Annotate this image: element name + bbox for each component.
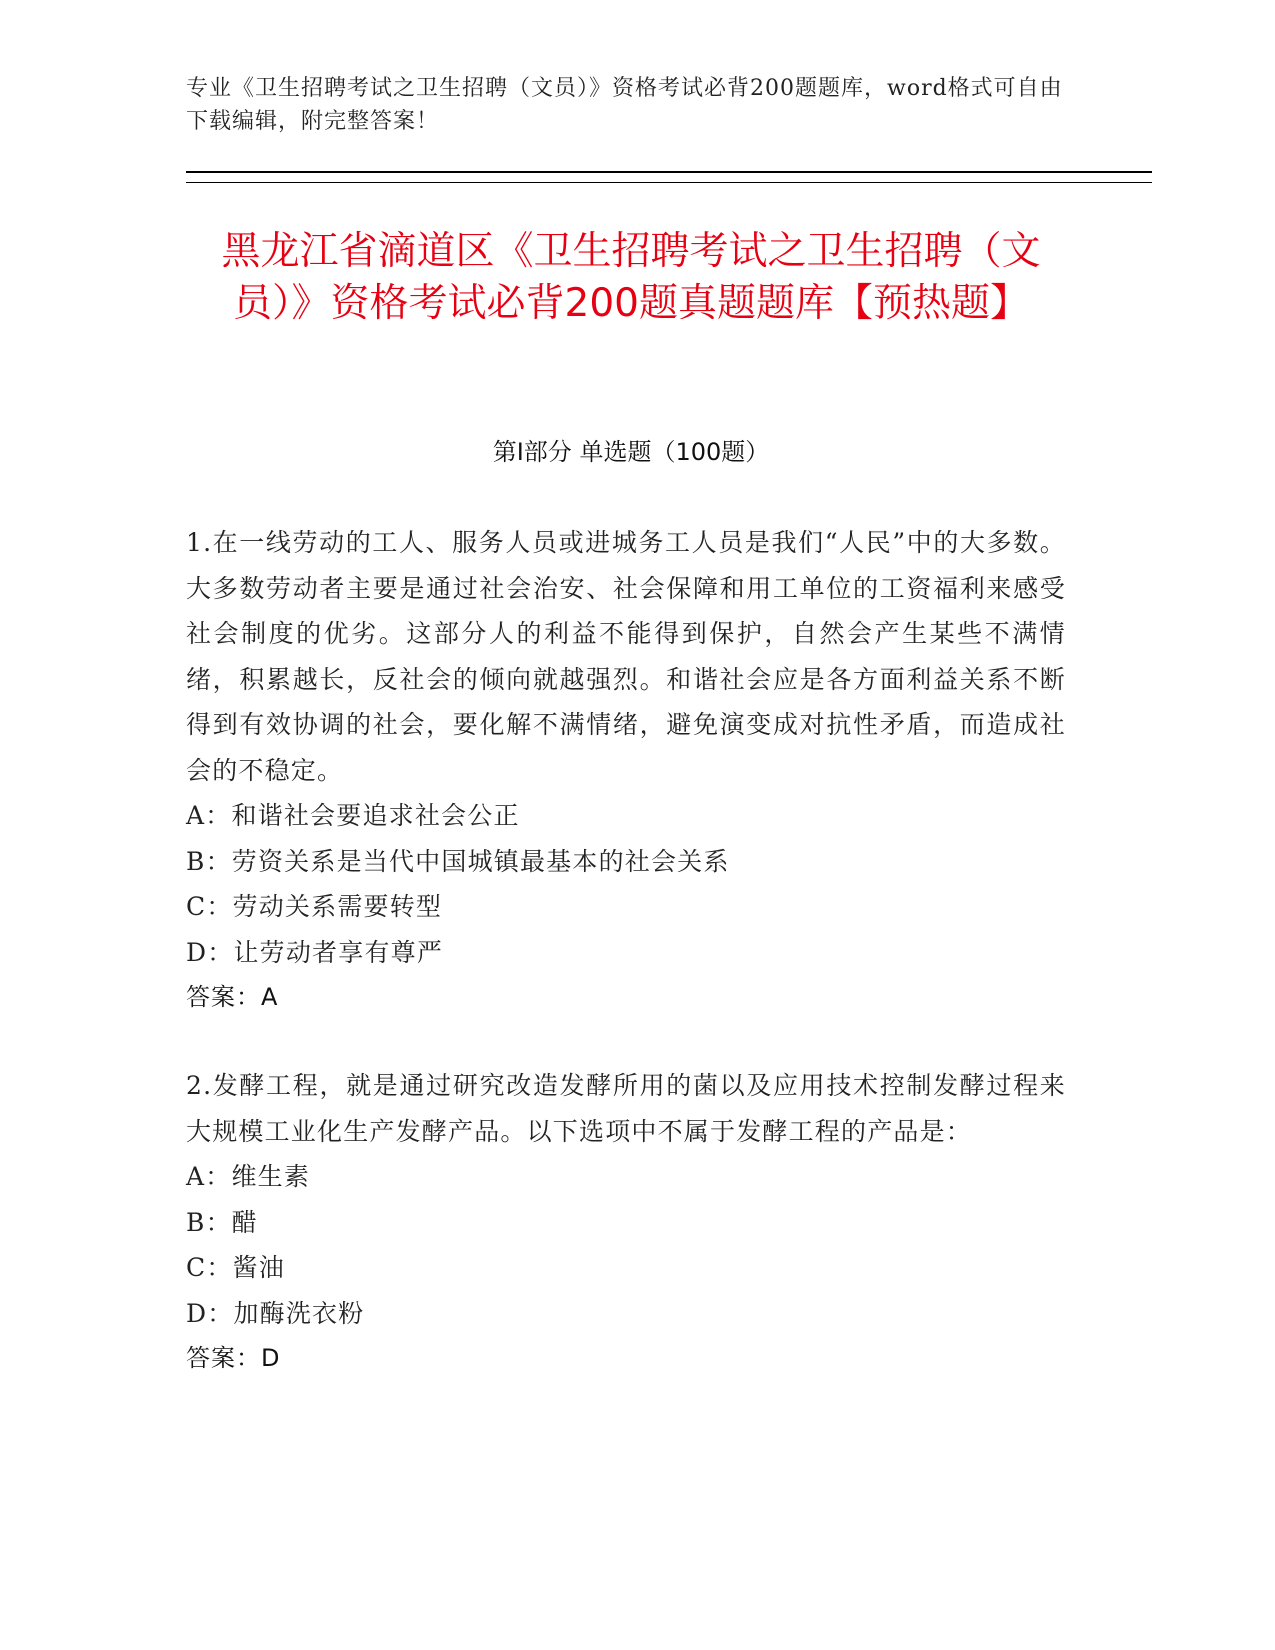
option-d: D：加酶洗衣粉	[186, 1298, 365, 1328]
question-stem: 1.在一线劳动的工人、服务人员或进城务工人员是我们“人民”中的大多数。大多数劳动者主要是通过社会治安、社会保障和用工单位的工资福利来感受社会制度的优劣。这部分人的利益不能得到保护，自然会产生某些不满情绪，积累越长，反社会的倾向就越强烈。和谐社会应是各方面利益关系不断得到有效协调的社会，要化解不满情绪，避免演变成对抗性矛盾，而造成社会的不稳定。	[186, 528, 1066, 785]
header-note: 专业《卫生招聘考试之卫生招聘（文员）》资格考试必背200题题库，word格式可自由下载编辑，附完整答案！	[186, 76, 1063, 134]
option-c: C：酱油	[186, 1253, 285, 1282]
answer-line: 答案：A	[186, 983, 279, 1011]
document-title: 黑龙江省滴道区《卫生招聘考试之卫生招聘（文员）》资格考试必背200题真题题库【预热题】	[221, 229, 1041, 326]
header-divider-thick	[186, 171, 1152, 173]
answer-line: 答案：D	[186, 1344, 281, 1372]
question-stem: 2.发酵工程，就是通过研究改造发酵所用的菌以及应用技术控制发酵过程来大规模工业化生产发酵产品。以下选项中不属于发酵工程的产品是：	[186, 1071, 1066, 1146]
section-heading: 第Ⅰ部分 单选题（100题）	[492, 438, 770, 466]
option-a: A：维生素	[186, 1162, 311, 1191]
option-b: B：劳资关系是当代中国城镇最基本的社会关系	[186, 846, 730, 876]
question-2	[186, 1063, 1066, 1382]
header-divider-thin	[186, 182, 1152, 183]
option-d: D：让劳动者享有尊严	[186, 937, 444, 967]
option-b: B：醋	[186, 1207, 258, 1237]
option-c: C：劳动关系需要转型	[186, 892, 443, 921]
question-1	[186, 520, 1066, 1021]
option-a: A：和谐社会要追求社会公正	[186, 801, 520, 830]
